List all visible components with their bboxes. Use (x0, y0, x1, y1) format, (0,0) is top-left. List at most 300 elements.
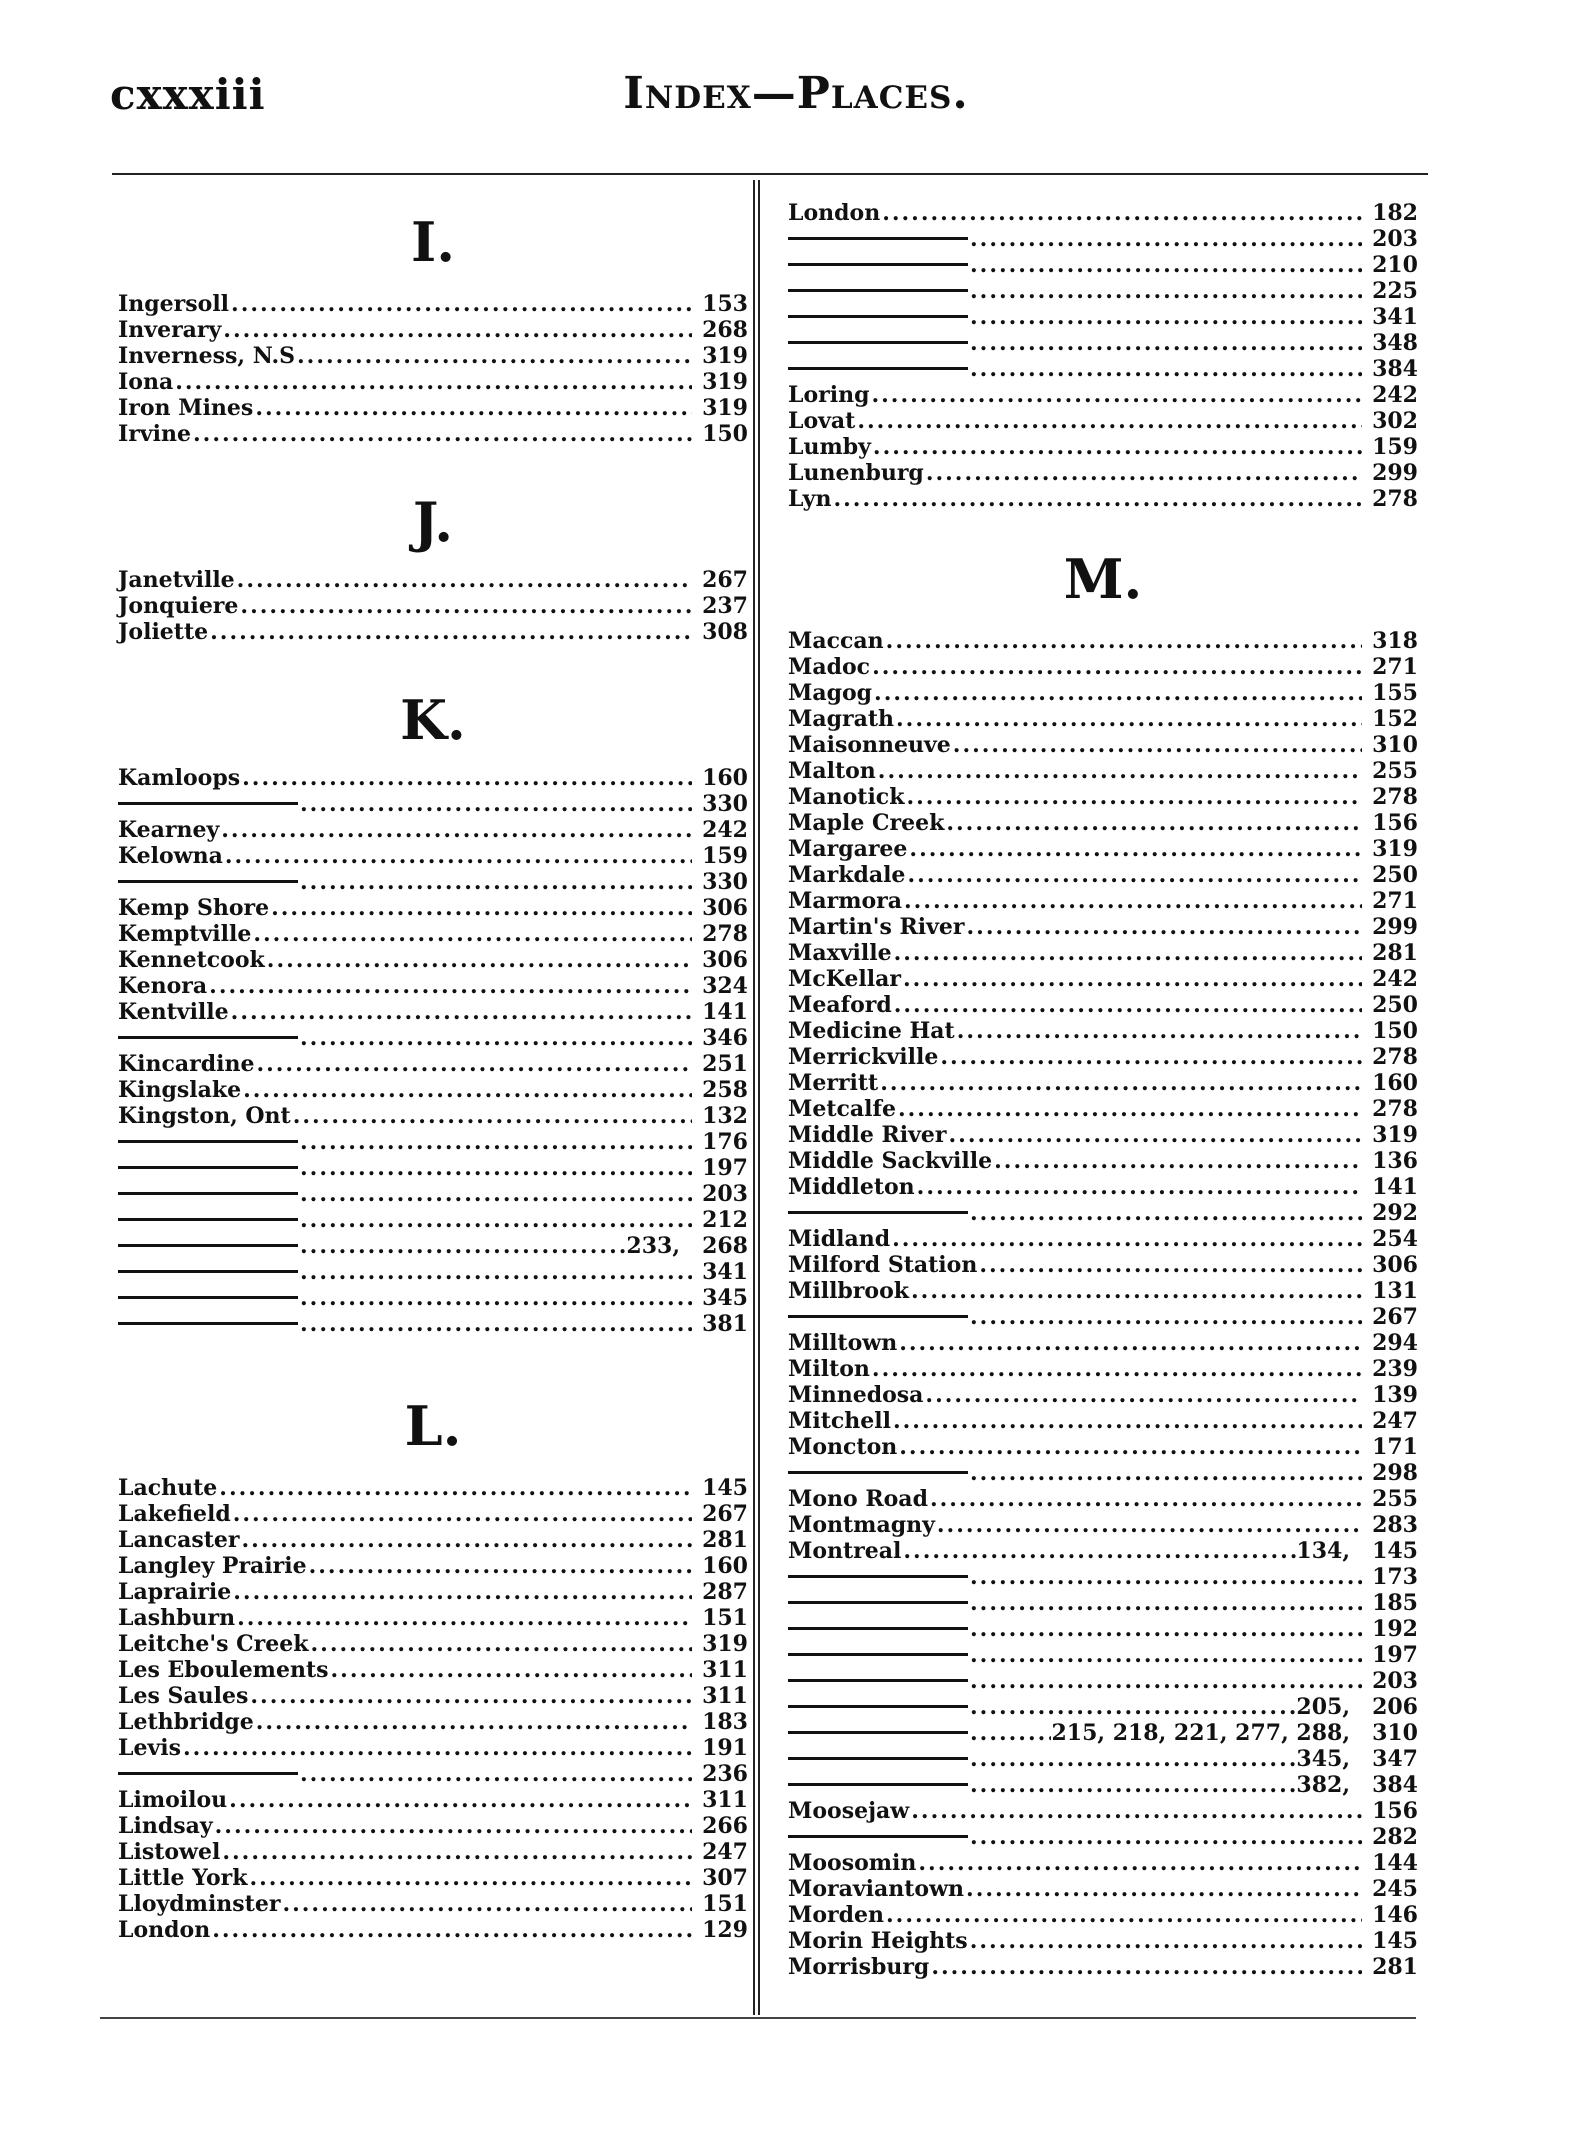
entry-page-number: 341 (1372, 304, 1418, 330)
index-entry (788, 1772, 1418, 1798)
index-entry (788, 1876, 1418, 1902)
dot-leader (904, 784, 1362, 810)
entry-page-number: 139 (1372, 1382, 1418, 1408)
dot-leader (219, 817, 692, 843)
entry-page-number: 245 (1372, 1876, 1418, 1902)
entry-page-number: 287 (702, 1579, 748, 1605)
dot-leader (831, 486, 1362, 512)
entry-name: Kentville (118, 999, 229, 1025)
index-entry (788, 1070, 1418, 1096)
entry-page-number: 153 (702, 291, 748, 317)
entry-name: Millbrook (788, 1278, 909, 1304)
entry-page-number: 150 (702, 421, 748, 447)
entry-name: Lovat (788, 408, 856, 434)
entry-name: Maple Creek (788, 810, 945, 836)
dot-leader (298, 1129, 692, 1155)
dot-leader (217, 1475, 692, 1501)
dot-leader (944, 810, 1362, 836)
entry-page-number: 282 (1372, 1824, 1418, 1850)
dot-leader (894, 706, 1362, 732)
entry-page-number: 141 (702, 999, 748, 1025)
entry-name: Moncton (788, 1434, 898, 1460)
entry-page-number: 191 (702, 1735, 748, 1761)
dot-leader (869, 382, 1362, 408)
entry-page-number: 319 (702, 369, 748, 395)
dot-leader (240, 765, 692, 791)
dot-leader (280, 1891, 692, 1917)
dot-leader (905, 862, 1362, 888)
entry-name: Langley Prairie (118, 1553, 307, 1579)
entry-page-number: 268 (702, 317, 748, 343)
entry-page-number: 192 (1372, 1616, 1418, 1642)
index-entry (788, 1512, 1418, 1538)
dot-leader (968, 1304, 1362, 1330)
entry-name: Mitchell (788, 1408, 891, 1434)
ditto-dash (788, 263, 968, 266)
bottom-rule (100, 2017, 1416, 2019)
entry-page-number: 247 (1372, 1408, 1418, 1434)
entry-name: Minnedosa (788, 1382, 924, 1408)
dot-leader (892, 940, 1362, 966)
entry-name: Lethbridge (118, 1709, 254, 1735)
entry-page-number: 258 (702, 1077, 748, 1103)
dot-leader (955, 1018, 1362, 1044)
dot-leader (901, 966, 1362, 992)
ditto-dash (118, 802, 298, 805)
dot-leader (968, 1642, 1362, 1668)
entry-page-number: 319 (702, 343, 748, 369)
entry-page-number: 197 (1372, 1642, 1418, 1668)
entry-page-number: 206 (1372, 1694, 1418, 1720)
dot-leader (223, 843, 692, 869)
index-entry (788, 1798, 1418, 1824)
index-entry (118, 895, 748, 921)
entry-page-number: 302 (1372, 408, 1418, 434)
entry-page-number: 225 (1372, 278, 1418, 304)
dot-leader (968, 1928, 1362, 1954)
entry-page-number: 311 (702, 1787, 748, 1813)
dot-leader (907, 836, 1362, 862)
dot-leader (968, 1668, 1362, 1694)
dot-leader (872, 680, 1362, 706)
dot-leader (968, 1460, 1362, 1486)
dot-leader (871, 434, 1362, 460)
index-entry (118, 369, 748, 395)
entry-page-number: 384 (1372, 1772, 1418, 1798)
index-entry (788, 1616, 1418, 1642)
index-entry (118, 973, 748, 999)
entry-extra-pages: 205, (1296, 1694, 1350, 1720)
dot-leader (298, 1233, 626, 1259)
index-entry (788, 460, 1418, 486)
index-entry (118, 1051, 748, 1077)
entry-extra-pages: 134, (1296, 1538, 1350, 1564)
dot-leader (901, 1538, 1296, 1564)
dot-leader (210, 1917, 692, 1943)
index-entry (788, 1356, 1418, 1382)
index-entry (118, 791, 748, 817)
entry-page-number: 251 (702, 1051, 748, 1077)
entry-name: Kemp Shore (118, 895, 270, 921)
entry-page-number: 319 (1372, 1122, 1418, 1148)
entry-page-number: 278 (1372, 1044, 1418, 1070)
entry-name: Les Saules (118, 1683, 249, 1709)
entry-name: Loring (788, 382, 870, 408)
index-entry (118, 1813, 748, 1839)
entry-page-number: 267 (1372, 1304, 1418, 1330)
entry-name: Middle Sackville (788, 1148, 993, 1174)
entry-page-number: 345 (702, 1285, 748, 1311)
dot-leader (248, 1683, 692, 1709)
entry-page-number: 145 (1372, 1538, 1418, 1564)
entry-name: Madoc (788, 654, 871, 680)
index-entry (118, 1839, 748, 1865)
index-entry (118, 567, 748, 593)
entry-page-number: 255 (1372, 758, 1418, 784)
index-entry (788, 810, 1418, 836)
entry-page-number: 182 (1372, 200, 1418, 226)
entry-page-number: 310 (1372, 1720, 1418, 1746)
index-entry (118, 619, 748, 645)
index-entry (788, 914, 1418, 940)
entry-name: Margaree (788, 836, 908, 862)
entry-page-number: 384 (1372, 356, 1418, 382)
entry-name: Lumby (788, 434, 871, 460)
index-entry (788, 1720, 1418, 1746)
index-entry (788, 1850, 1418, 1876)
index-entry (118, 291, 748, 317)
index-entry (788, 252, 1418, 278)
index-entry (118, 1181, 748, 1207)
entry-page-number: 203 (1372, 226, 1418, 252)
left-column (118, 205, 748, 1943)
index-entry (118, 1207, 748, 1233)
entry-page-number: 250 (1372, 862, 1418, 888)
entry-page-number: 183 (702, 1709, 748, 1735)
index-entry (118, 999, 748, 1025)
index-entry (118, 593, 748, 619)
entry-name: Kenora (118, 973, 208, 999)
entry-page-number: 171 (1372, 1434, 1418, 1460)
index-entry (118, 1917, 748, 1943)
entry-name: Kingston, Ont (118, 1103, 291, 1129)
dot-leader (884, 1902, 1362, 1928)
dot-leader (968, 1564, 1362, 1590)
entry-name: Moosejaw (788, 1798, 910, 1824)
index-entry (788, 1928, 1418, 1954)
index-entry (788, 628, 1418, 654)
index-entry (788, 200, 1418, 226)
entry-page-number: 283 (1372, 1512, 1418, 1538)
index-entry (788, 304, 1418, 330)
index-entry (788, 862, 1418, 888)
entry-page-number: 212 (702, 1207, 748, 1233)
dot-leader (876, 758, 1362, 784)
entry-name: Leitche's Creek (118, 1631, 309, 1657)
ditto-dash (788, 1575, 968, 1578)
dot-leader (191, 421, 692, 447)
dot-leader (896, 1096, 1362, 1122)
ditto-dash (118, 880, 298, 883)
index-entry (788, 1122, 1418, 1148)
entry-page-number: 254 (1372, 1226, 1418, 1252)
entry-page-number: 144 (1372, 1850, 1418, 1876)
dot-leader (298, 1181, 692, 1207)
entry-page-number: 306 (1372, 1252, 1418, 1278)
ditto-dash (118, 1772, 298, 1775)
section-letter: M. (1063, 547, 1143, 611)
ditto-dash (118, 1166, 298, 1169)
index-entry (118, 1129, 748, 1155)
entry-page-number: 278 (1372, 486, 1418, 512)
dot-leader (935, 1512, 1362, 1538)
entry-page-number: 210 (1372, 252, 1418, 278)
entry-page-number: 156 (1372, 810, 1418, 836)
entry-extra-pages: 233, (626, 1233, 680, 1259)
dot-leader (229, 291, 692, 317)
dot-leader (241, 1077, 692, 1103)
entry-page-number: 250 (1372, 992, 1418, 1018)
index-entry (788, 1460, 1418, 1486)
entry-page-number: 318 (1372, 628, 1418, 654)
index-entry (118, 1259, 748, 1285)
section-letter: K. (400, 688, 466, 752)
ditto-dash (118, 1296, 298, 1299)
entry-page-number: 197 (702, 1155, 748, 1181)
entry-page-number: 266 (702, 1813, 748, 1839)
section-letter: J. (412, 490, 454, 554)
entry-page-number: 348 (1372, 330, 1418, 356)
dot-leader (891, 1408, 1362, 1434)
ditto-dash (788, 1653, 968, 1656)
entry-name: Les Eboulements (118, 1657, 329, 1683)
entry-page-number: 281 (1372, 940, 1418, 966)
dot-leader (235, 567, 692, 593)
entry-page-number: 145 (1372, 1928, 1418, 1954)
entry-name: Kingslake (118, 1077, 242, 1103)
dot-leader (298, 869, 692, 895)
entry-name: Inverary (118, 317, 222, 343)
index-entry (788, 1434, 1418, 1460)
entry-page-number: 203 (1372, 1668, 1418, 1694)
entry-name: Lindsay (118, 1813, 213, 1839)
index-entry (118, 843, 748, 869)
entry-name: Lunenburg (788, 460, 924, 486)
dot-leader (880, 200, 1362, 226)
entry-name: Morrisburg (788, 1954, 930, 1980)
ditto-dash (788, 1627, 968, 1630)
ditto-dash (788, 1315, 968, 1318)
dot-leader (231, 1579, 692, 1605)
index-entry (788, 1278, 1418, 1304)
entry-name: McKellar (788, 966, 901, 992)
entry-name: Lloydminster (118, 1891, 281, 1917)
entry-name: Meaford (788, 992, 892, 1018)
index-entry (788, 278, 1418, 304)
entry-page-number: 307 (702, 1865, 748, 1891)
entry-name: Manotick (788, 784, 905, 810)
dot-leader (968, 1720, 1051, 1746)
entry-name: Milltown (788, 1330, 898, 1356)
entry-page-number: 278 (1372, 1096, 1418, 1122)
entry-name: London (118, 1917, 211, 1943)
dot-leader (924, 460, 1362, 486)
index-entry (788, 1538, 1418, 1564)
index-entry (788, 1590, 1418, 1616)
entry-page-number: 152 (1372, 706, 1418, 732)
dot-leader (208, 619, 692, 645)
entry-name: Lancaster (118, 1527, 240, 1553)
index-entry (118, 817, 748, 843)
dot-leader (298, 1207, 692, 1233)
entry-page-number: 319 (1372, 836, 1418, 862)
entry-page-number: 255 (1372, 1486, 1418, 1512)
dot-leader (298, 1155, 692, 1181)
index-entry (118, 1233, 748, 1259)
dot-leader (227, 1787, 692, 1813)
index-entry (118, 1683, 748, 1709)
dot-leader (968, 1772, 1296, 1798)
entry-name: Markdale (788, 862, 906, 888)
entry-name: Montmagny (788, 1512, 935, 1538)
entry-page-number: 203 (702, 1181, 748, 1207)
index-entry (118, 395, 748, 421)
entry-page-number: 281 (1372, 1954, 1418, 1980)
entry-page-number: 159 (702, 843, 748, 869)
index-entry (788, 1408, 1418, 1434)
entry-page-number: 242 (1372, 382, 1418, 408)
entry-name: Morin Heights (788, 1928, 968, 1954)
index-entry (118, 1155, 748, 1181)
index-entry (788, 1174, 1418, 1200)
entry-name: Moosomin (788, 1850, 917, 1876)
dot-leader (968, 252, 1362, 278)
index-entry (788, 1746, 1418, 1772)
entry-page-number: 173 (1372, 1564, 1418, 1590)
entry-name: Morden (788, 1902, 884, 1928)
index-entry (118, 1527, 748, 1553)
dot-leader (909, 1278, 1362, 1304)
entry-name: Merrickville (788, 1044, 939, 1070)
ditto-dash (118, 1244, 298, 1247)
section-letter: L. (404, 1394, 462, 1458)
index-entry (788, 408, 1418, 434)
entry-page-number: 268 (702, 1233, 748, 1259)
dot-leader (968, 356, 1362, 382)
dot-leader (928, 1486, 1362, 1512)
index-entry (788, 382, 1418, 408)
entry-name: Maisonneuve (788, 732, 951, 758)
entry-page-number: 136 (1372, 1148, 1418, 1174)
index-entry (118, 1077, 748, 1103)
dot-leader (295, 343, 692, 369)
ditto-dash (788, 1835, 968, 1838)
ditto-dash (118, 1322, 298, 1325)
dot-leader (968, 1746, 1296, 1772)
dot-leader (181, 1735, 692, 1761)
ditto-dash (118, 1218, 298, 1221)
entry-name: Lachute (118, 1475, 218, 1501)
dot-leader (307, 1553, 692, 1579)
dot-leader (269, 895, 692, 921)
dot-leader (247, 1865, 692, 1891)
dot-leader (870, 1356, 1362, 1382)
entry-name: Jonquiere (118, 593, 239, 619)
index-entry (788, 836, 1418, 862)
index-entry (788, 1954, 1418, 1980)
ditto-dash (788, 1783, 968, 1786)
index-entry (788, 330, 1418, 356)
dot-leader (251, 921, 692, 947)
entry-page-number: 146 (1372, 1902, 1418, 1928)
entry-page-number: 310 (1372, 732, 1418, 758)
index-entry (788, 706, 1418, 732)
entry-page-number: 298 (1372, 1460, 1418, 1486)
index-entry (118, 1285, 748, 1311)
entry-name: Magrath (788, 706, 894, 732)
index-entry (788, 1902, 1418, 1928)
dot-leader (298, 1311, 692, 1337)
ditto-dash (788, 367, 968, 370)
entry-page-number: 299 (1372, 914, 1418, 940)
dot-leader (968, 226, 1362, 252)
entry-page-number: 129 (702, 1917, 748, 1943)
entry-name: Janetville (118, 567, 235, 593)
index-entry (788, 732, 1418, 758)
entry-extra-pages: 345, (1296, 1746, 1350, 1772)
entry-page-number: 267 (702, 1501, 748, 1527)
index-entry (118, 869, 748, 895)
entry-name: Kincardine (118, 1051, 255, 1077)
top-rule (112, 173, 1428, 175)
entry-page-number: 271 (1372, 654, 1418, 680)
column-divider (753, 180, 760, 2015)
index-entry (788, 940, 1418, 966)
entry-name: London (788, 200, 881, 226)
ditto-dash (788, 1731, 968, 1734)
index-entry (788, 888, 1418, 914)
dot-leader (968, 1616, 1362, 1642)
dot-leader (968, 304, 1362, 330)
entry-page-number: 160 (1372, 1070, 1418, 1096)
entry-page-number: 292 (1372, 1200, 1418, 1226)
index-entry (118, 421, 748, 447)
index-entry (118, 947, 748, 973)
entry-name: Irvine (118, 421, 192, 447)
index-entry (118, 1579, 748, 1605)
index-entry (118, 1891, 748, 1917)
ditto-dash (788, 315, 968, 318)
index-entry (118, 1631, 748, 1657)
dot-leader (220, 1839, 692, 1865)
entry-page-number: 324 (702, 973, 748, 999)
ditto-dash (788, 1211, 968, 1214)
entry-page-number: 294 (1372, 1330, 1418, 1356)
index-entry (788, 758, 1418, 784)
entry-page-number: 306 (702, 947, 748, 973)
entry-extra-pages: 382, (1296, 1772, 1350, 1798)
entry-page-number: 341 (702, 1259, 748, 1285)
dot-leader (238, 593, 692, 619)
ditto-dash (788, 289, 968, 292)
dot-leader (892, 992, 1362, 1018)
dot-leader (929, 1954, 1362, 1980)
dot-leader (329, 1657, 692, 1683)
ditto-dash (788, 341, 968, 344)
dot-leader (884, 628, 1362, 654)
entry-name: Iron Mines (118, 395, 254, 421)
dot-leader (253, 395, 692, 421)
